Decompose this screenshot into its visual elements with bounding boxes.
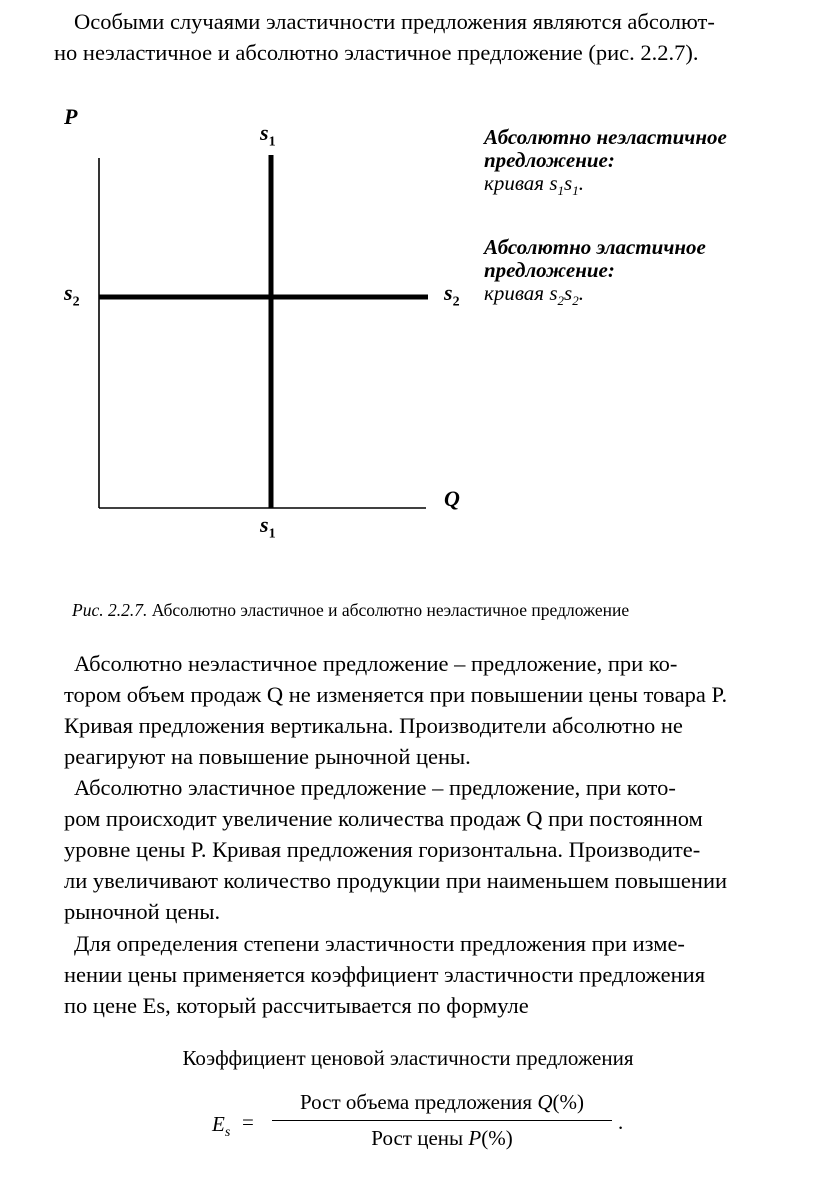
caption-text: Абсолютно эластичное и абсолютно неэластичное предложение xyxy=(147,600,630,620)
paragraph-inelastic xyxy=(64,648,800,772)
s1-bottom-letter: s xyxy=(260,512,269,537)
denominator-unit: (%) xyxy=(481,1126,513,1150)
formula-denominator xyxy=(272,1126,612,1151)
s1-bottom-sub: 1 xyxy=(268,526,276,542)
s2-left-label xyxy=(64,280,80,310)
fraction-bar xyxy=(272,1120,612,1121)
s1-top-letter: s xyxy=(260,120,269,145)
formula-equals: = xyxy=(242,1110,254,1134)
p1-line-3: Кривая предложения вертикальна. Производители абсолютно не xyxy=(64,713,683,738)
axis-label-q: Q xyxy=(444,486,460,511)
numerator-text: Рост объема предложения xyxy=(299,1090,538,1114)
p2-line-3: уровне цены P. Кривая предложения горизонтальна. Производите- xyxy=(64,837,701,862)
legend-inelastic-heading-1: Абсолютно неэластичное xyxy=(484,125,727,149)
p1-line-1: Абсолютно неэластичное предложение – предложение, при ко- xyxy=(74,651,678,676)
axis-label-p: P xyxy=(64,104,78,129)
elasticity-formula xyxy=(212,1090,652,1160)
caption-number: Рис. 2.2.7. xyxy=(72,600,148,620)
paragraph-coefficient xyxy=(64,928,800,1021)
legend-inelastic-curve-word: кривая xyxy=(484,171,550,195)
s2-left-letter: s xyxy=(64,280,73,305)
legend-inelastic-s-b: s xyxy=(564,171,573,195)
legend-inelastic-sub-a: 1 xyxy=(557,183,564,199)
p2-line-4: ли увеличивают количество продукции при наименьшем повышении xyxy=(64,868,728,893)
s2-right-label xyxy=(444,280,460,310)
legend-inelastic-end: . xyxy=(578,171,584,195)
numerator-var: Q xyxy=(537,1090,553,1114)
numerator-unit: (%) xyxy=(552,1090,584,1114)
p3-line-2: нении цены применяется коэффициент эластичности предложения xyxy=(64,962,706,987)
formula-lhs-sub: s xyxy=(224,1125,231,1141)
denominator-text: Рост цены xyxy=(371,1126,469,1150)
legend-elastic-end: . xyxy=(578,281,584,305)
intro-line-2: но неэластичное и абсолютно эластичное предложение (рис. 2.2.7). xyxy=(54,40,699,65)
formula-lhs-e: E xyxy=(212,1112,225,1136)
legend-inelastic-heading-2: предложение: xyxy=(484,148,615,172)
paragraph-elastic xyxy=(64,772,800,927)
legend-elastic-curve xyxy=(484,282,804,312)
s2-right-letter: s xyxy=(444,280,453,305)
p3-line-3: по цене Es, который рассчитывается по формуле xyxy=(64,993,529,1018)
legend-elastic-heading-2: предложение: xyxy=(484,258,615,282)
intro-line-1: Особыми случаями эластичности предложения являются абсолют- xyxy=(74,9,715,34)
s1-top-label xyxy=(260,120,276,150)
p2-line-1: Абсолютно эластичное предложение – предложение, при кото- xyxy=(74,775,676,800)
p2-line-5: рыночной цены. xyxy=(64,899,221,924)
legend-elastic-sub-b: 2 xyxy=(572,293,579,309)
formula-lhs xyxy=(212,1112,230,1141)
p3-line-1: Для определения степени эластичности предложения при изме- xyxy=(74,931,685,956)
s2-right-sub: 2 xyxy=(452,294,460,310)
figure-caption xyxy=(72,600,629,621)
p2-line-2: ром происходит увеличение количества продаж Q при постоянном xyxy=(64,806,703,831)
p1-line-2: тором объем продаж Q не изменяется при повышении цены товара P. xyxy=(64,682,728,707)
s1-bottom-label xyxy=(260,512,276,542)
formula-numerator xyxy=(272,1090,612,1115)
legend-inelastic xyxy=(484,126,804,202)
s1-top-sub: 1 xyxy=(268,134,276,150)
legend-elastic xyxy=(484,236,804,312)
legend-elastic-s-b: s xyxy=(564,281,573,305)
denominator-var: P xyxy=(468,1126,482,1150)
legend-elastic-s-a: s xyxy=(549,281,558,305)
legend-inelastic-sub-b: 1 xyxy=(572,183,579,199)
p1-line-4: реагируют на повышение рыночной цены. xyxy=(64,744,471,769)
legend-inelastic-curve xyxy=(484,172,804,202)
legend-elastic-heading-1: Абсолютно эластичное xyxy=(484,235,706,259)
legend-elastic-curve-word: кривая xyxy=(484,281,550,305)
legend-elastic-sub-a: 2 xyxy=(557,293,564,309)
formula-title: Коэффициент ценовой эластичности предложения xyxy=(182,1046,634,1070)
legend-inelastic-s-a: s xyxy=(549,171,558,195)
formula-end: . xyxy=(618,1110,624,1134)
s2-left-sub: 2 xyxy=(72,294,80,310)
